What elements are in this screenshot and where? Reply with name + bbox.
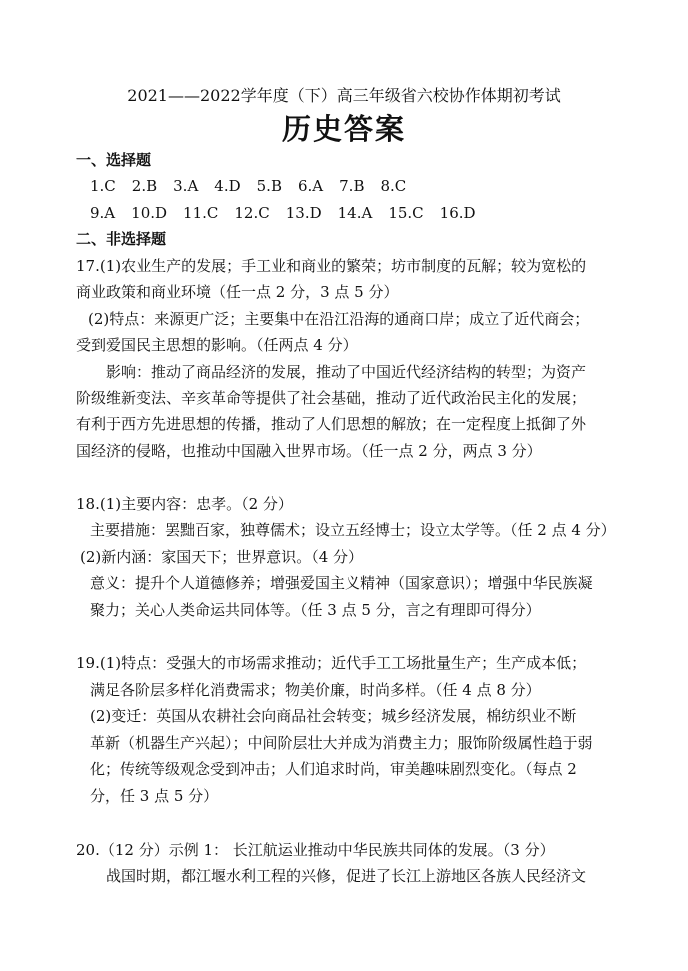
q18-line: 18.(1)主要内容：忠孝。（2 分） [76,495,293,513]
q18-line: 聚力；关心人类命运共同体等。（任 3 点 5 分，言之有理即可得分） [90,601,541,619]
q17-line: 有利于西方先进思想的传播，推动了人们思想的解放；在一定程度上抵御了外 [76,415,587,433]
section-heading-nonchoice: 二、非选择题 [76,230,167,248]
q18-line: 意义：提升个人道德修养；增强爱国主义精神（国家意识）；增强中华民族凝 [90,574,593,592]
choice-answers-row-2 [90,203,492,223]
exam-subtitle: 2021——2022学年度（下）高三年级省六校协作体期初考试 [127,86,561,105]
choice-answers-row-1 [90,176,422,196]
q19-line: 革新（机器生产兴起）；中间阶层壮大并成为消费主力；服饰阶级属性趋于弱 [90,734,593,752]
q17-line: 国经济的侵略，也推动中国融入世界市场。（任一点 2 分，两点 3 分） [76,442,542,460]
answer-item: 12.C [234,204,270,222]
q17-line: 17.(1)农业生产的发展；手工业和商业的繁荣；坊市制度的瓦解；较为宽松的 [76,257,587,275]
answer-item: 15.C [388,204,424,222]
answer-item: 11.C [183,204,219,222]
q17-line: 影响：推动了商品经济的发展，推动了中国近代经济结构的转型；为资产 [106,363,587,381]
q18-line: 主要措施：罢黜百家，独尊儒术；设立五经博士；设立太学等。（任 2 点 4 分） [90,521,616,539]
answer-item: 9.A [90,204,116,222]
q17-line: 阶级维新变法、辛亥革命等提供了社会基础，推动了近代政治民主化的发展； [76,389,587,407]
q17-line: (2)特点：来源更广泛；主要集中在沿江沿海的通商口岸；成立了近代商会； [88,310,590,328]
answer-item: 8.C [380,177,407,195]
answer-item: 10.D [131,204,168,222]
answer-item: 6.A [297,177,324,195]
section-heading-choice: 一、选择题 [76,151,152,169]
answer-item: 2.B [131,177,158,195]
answer-item: 16.D [439,204,476,222]
q20-line: 20.（12 分）示例 1： 长江航运业推动中华民族共同体的发展。（3 分） [76,841,555,859]
q18-line: (2)新内涵：家国天下；世界意识。（4 分） [80,548,364,566]
q19-line: 分，任 3 点 5 分） [90,787,219,805]
q17-line: 商业政策和商业环境（任一点 2 分，3 点 5 分） [76,283,399,301]
q19-line: 化；传统等级观念受到冲击；人们追求时尚，审美趣味剧烈变化。（每点 2 [90,760,577,778]
q19-line: (2)变迁：英国从农耕社会向商品社会转变；城乡经济发展，棉纺织业不断 [90,707,577,725]
answer-item: 4.D [214,177,241,195]
answer-item: 14.A [337,204,373,222]
answer-item: 1.C [90,177,116,195]
q19-line: 满足各阶层多样化消费需求；物美价廉，时尚多样。（任 4 点 8 分） [90,681,541,699]
q20-line: 战国时期，都江堰水利工程的兴修，促进了长江上游地区各族人民经济文 [106,867,587,885]
q19-line: 19.(1)特点：受强大的市场需求推动；近代手工工场批量生产；生产成本低； [76,654,587,672]
answer-item: 7.B [339,177,365,195]
answer-item: 5.B [256,177,282,195]
q17-line: 受到爱国民主思想的影响。（任两点 4 分） [76,336,358,354]
answer-item: 3.A [173,177,199,195]
page-title: 历史答案 [281,112,406,146]
answer-item: 13.D [285,204,322,222]
